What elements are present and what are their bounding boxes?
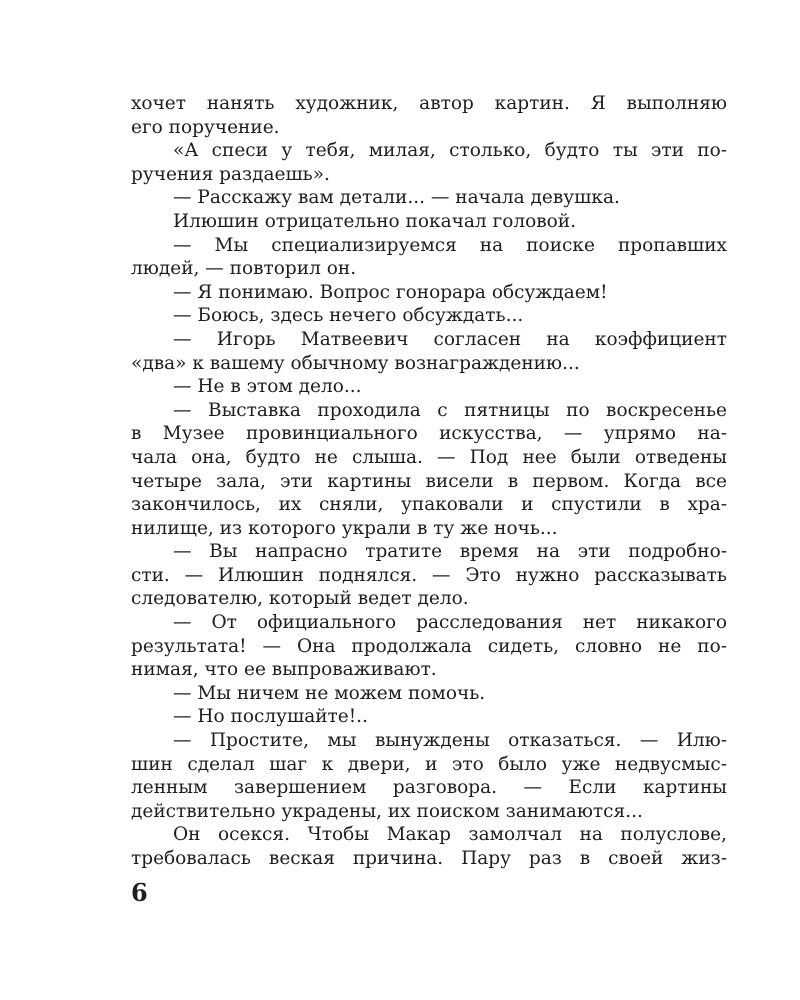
text-line: сти. — Илюшин поднялся. — Это нужно рассказывать <box>131 564 727 586</box>
text-line: в Музее провинциального искусства, — упрямо на- <box>131 423 727 445</box>
text-line: чала она, будто не слыша. — Под нее были отведены <box>131 446 727 468</box>
text-line: — Вы напрасно тратите время на эти подробно- <box>173 541 727 563</box>
text-line: Он осекся. Чтобы Макар замолчал на полуслове, <box>173 824 727 846</box>
text-line: хочет нанять художник, автор картин. Я выполняю <box>131 93 727 114</box>
text-line: его поручение. <box>131 116 280 138</box>
text-line: — Но послушайте!.. <box>173 706 368 728</box>
text-line: результата! — Она продолжала сидеть, словно не по- <box>131 635 727 657</box>
text-line: требовалась веская причина. Пару раз в своей жиз- <box>131 848 727 869</box>
text-line: четыре зала, эти картины висели в первом. Когда все <box>131 470 727 492</box>
text-line: — Не в этом дело... <box>173 376 362 398</box>
text-line: — Мы специализируемся на поиске пропавших <box>173 234 727 256</box>
text-line: — Я понимаю. Вопрос гонорара обсуждаем! <box>173 281 608 303</box>
text-line: нилище, из которого украли в ту же ночь... <box>131 517 558 539</box>
text-line: — От официального расследования нет никакого <box>173 612 727 634</box>
text-line: — Боюсь, здесь нечего обсуждать... <box>173 305 524 327</box>
text-line: «два» к вашему обычному вознаграждению... <box>131 352 580 374</box>
text-line: закончилось, их сняли, упаковали и спустили в хра- <box>131 494 727 516</box>
text-line: «А спеси у тебя, милая, столько, будто ты эти по- <box>173 140 727 162</box>
text-line: Илюшин отрицательно покачал головой. <box>173 210 576 232</box>
text-line: ручения раздаешь». <box>131 163 330 185</box>
page-number: 6 <box>131 878 148 907</box>
text-line: ленным завершением разговора. — Если картины <box>131 777 727 799</box>
text-line: — Игорь Матвеевич согласен на коэффициент <box>173 328 727 350</box>
text-line: — Простите, мы вынуждены отказаться. — Илю- <box>173 730 727 752</box>
text-line: действительно украдены, их поиском занимаются... <box>131 800 643 822</box>
text-line: следователю, который ведет дело. <box>131 588 469 610</box>
text-line: нимая, что ее выпроваживают. <box>131 659 437 681</box>
body-text <box>131 92 727 871</box>
text-line: — Мы ничем не можем помочь. <box>173 682 486 704</box>
text-line: людей, — повторил он. <box>131 258 357 280</box>
text-line: — Расскажу вам детали... — начала девушка. <box>173 187 620 209</box>
text-line: — Выставка проходила с пятницы по воскресенье <box>173 399 727 421</box>
text-line: шин сделал шаг к двери, и это было уже недвусмыс- <box>131 753 727 775</box>
